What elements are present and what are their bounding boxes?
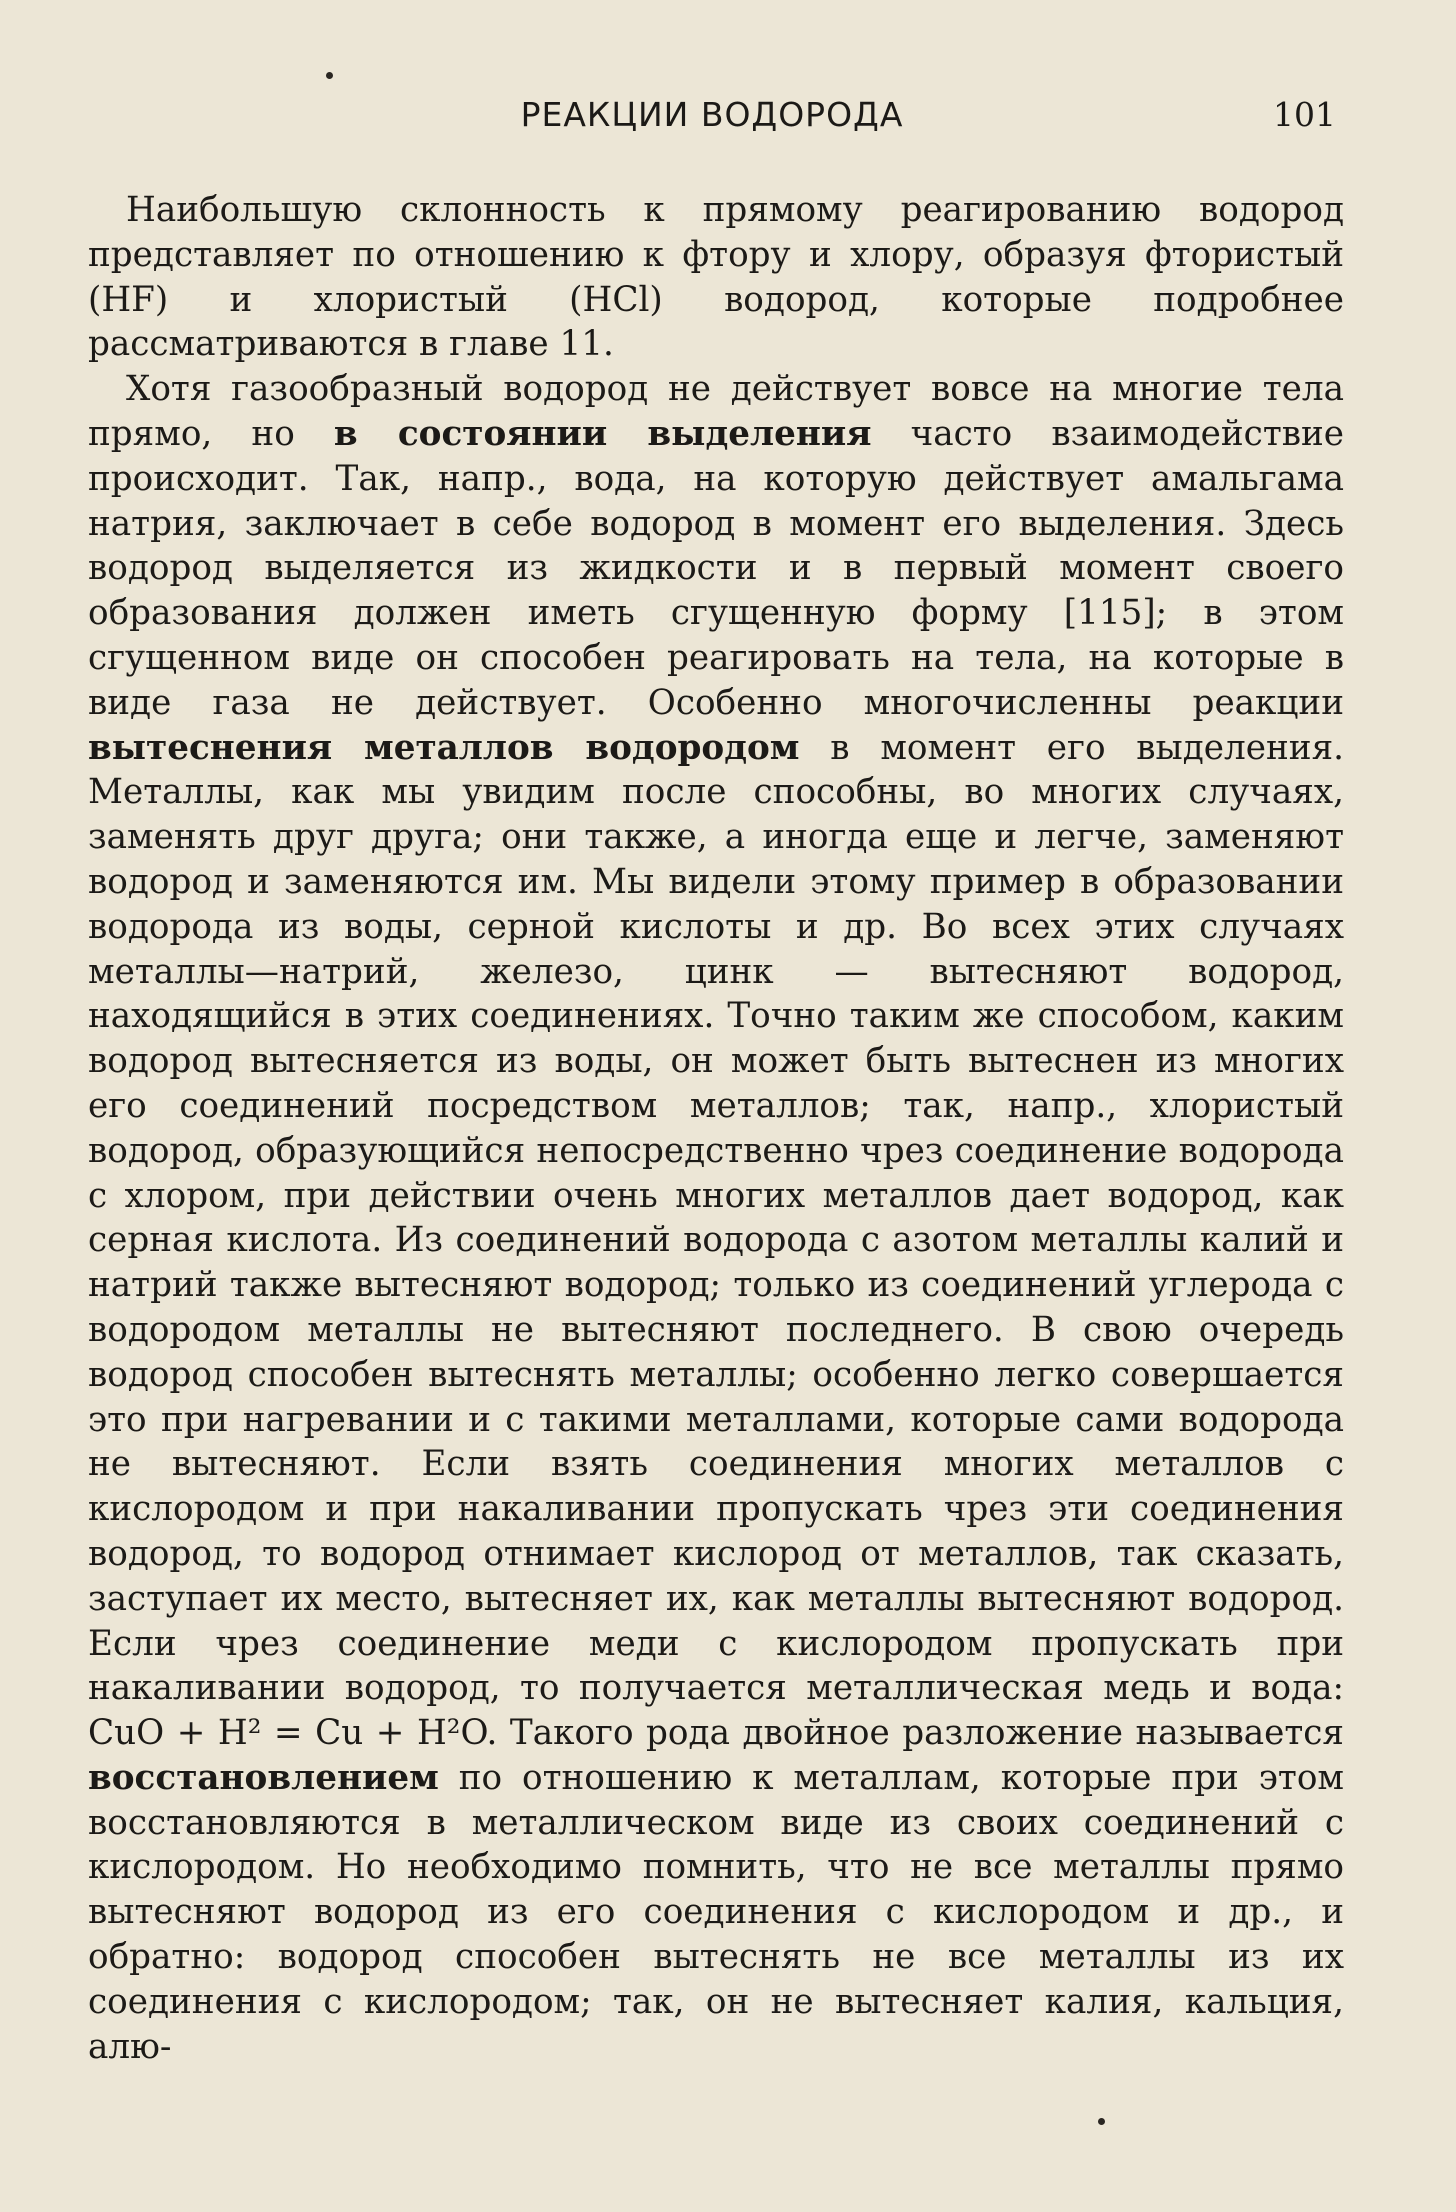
paragraph-2-text-c: в момент его выделения. Металлы, как мы увидим после способны, во многих случаях, заменять друг друга; они также, а иногда еще и легче, заменяют водород и заменяются им. Мы видели этому пример в образовании водорода из воды, серной кислоты и др. Во всех этих случаях металлы—натрий, железо, цинк — вытесняют водород, находящийся в этих соединениях. Точно таким же способом, каким водород вытесняется из воды, он может быть вытеснен из многих его соединений посредством металлов; так, напр., хлористый водород, образующийся непосредственно чрез соединение водорода с хлором, при действии очень многих металлов дает водород, как серная кислота. Из соединений водорода с азотом металлы калий и натрий также вытесняют водород; только из соединений углерода с водородом металлы не вытесняют последнего. В свою очередь водород способен вытеснять металлы; особенно легко совершается это при нагревании и с такими металлами, которые сами водорода не вытесняют. Если взять соединения многих металлов с кислородом и при накаливании пропускать чрез эти соединения водород, то водород отнимает кислород от металлов, так сказать, заступает их место, вытесняет их, как металлы вытесняют водород. Если чрез соединение меди с кислородом пропускать при накаливании водород, то получается металлическая медь и вода: CuO + H² = Cu + H²O. Такого рода двойное разложение называется [88, 727, 1344, 1754]
paragraph-2 [88, 367, 1344, 2069]
page-number: 101 [1273, 95, 1336, 134]
emphasis-metal-displacement: вытеснения металлов водородом [88, 727, 800, 768]
emphasis-nascent-state: в состоянии выделения [333, 413, 872, 454]
running-head: РЕАКЦИИ ВОДОРОДА [520, 95, 904, 134]
paragraph-1-text: Наибольшую склонность к прямому реагированию водород представляет по отношению к фтору и хлору, образуя фтористый (HF) и хлористый (HCl) водород, которые подробнее рассматриваются в главе 11. [88, 190, 1344, 365]
paragraph-2-text-d: по отношению к металлам, которые при этом восстановляются в металлическом виде из своих соединений с кислородом. Но необходимо помнить, что не все металлы прямо вытесняют водород из его соединения с кислородом и др., и обратно: водород способен вытеснять не все металлы из их соединения с кислородом; так, он не вытесняет калия, кальция, алю- [88, 1757, 1344, 2067]
paragraph-2-text-a: Хотя газообразный водород не действует вовсе на многие тела прямо, но [88, 369, 1344, 454]
emphasis-reduction: восстановлением [88, 1757, 439, 1798]
paragraph-1 [88, 188, 1344, 367]
page-header [88, 92, 1336, 138]
print-speck [1098, 2118, 1105, 2125]
paragraph-2-text-b: часто взаимодействие происходит. Так, напр., вода, на которую действует амальгама натрия, заключает в себе водород в момент его выделения. Здесь водород выделяется из жидкости и в первый момент своего образования должен иметь сгущенную форму [115]; в этом сгущенном виде он способен реагировать на тела, на которые в виде газа не действует. Особенно многочисленны реакции [88, 413, 1345, 723]
print-speck [326, 72, 333, 79]
body-text [88, 188, 1344, 2069]
